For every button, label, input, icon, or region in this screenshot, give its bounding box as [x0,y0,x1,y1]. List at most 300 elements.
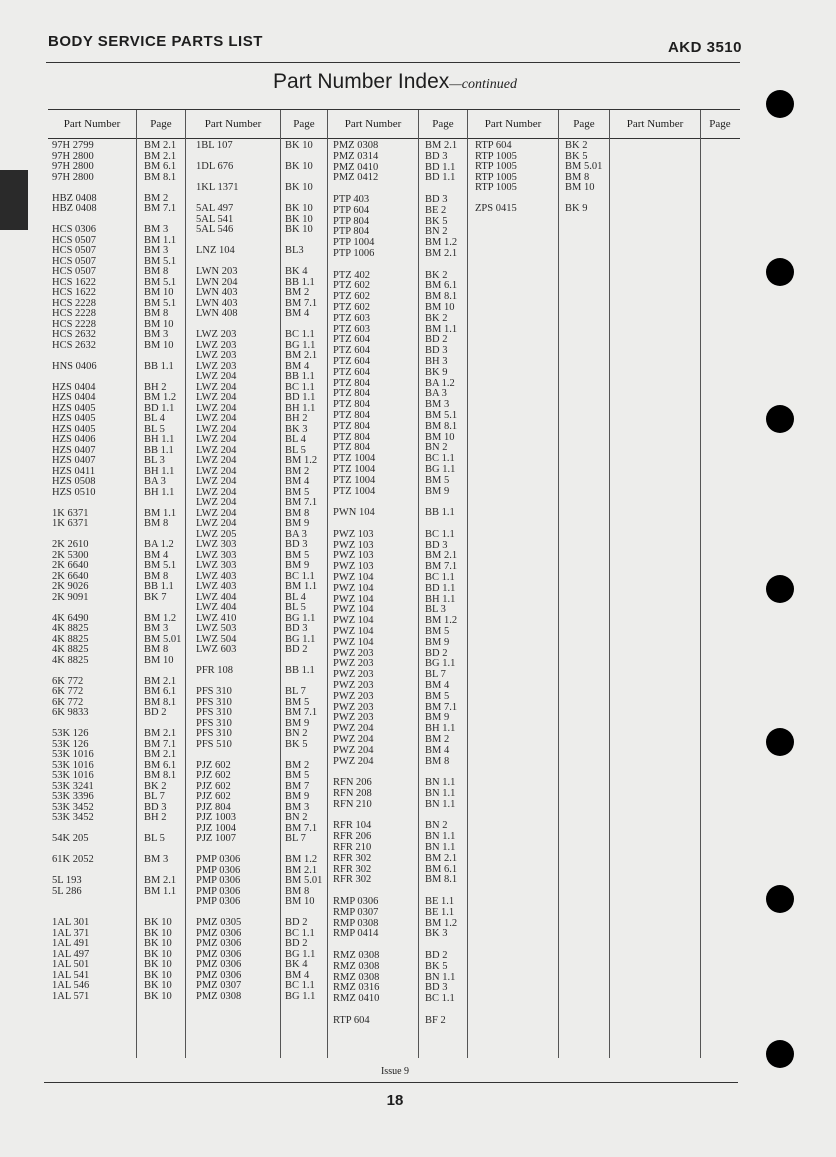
page-ref-cell: BK 10 [285,224,313,235]
part-number-cell: HCS 1622 [52,287,97,298]
part-number-cell: HZS 0405 [52,413,96,424]
page-ref-cell: BC 1.1 [285,980,315,991]
page-ref-cell: BM 10 [144,318,174,330]
page-ref-cell: BK 10 [285,140,313,151]
part-number-cell: PTP 804 [333,215,370,227]
part-number-cell: PMZ 0307 [196,980,242,991]
page-ref-cell: BK 5 [565,150,588,162]
part-number-cell: 5AL 541 [196,213,234,225]
page-edge-tab [0,170,28,230]
header-page-5: Page [709,118,731,130]
page-ref-cell: BM 5.1 [144,297,177,309]
part-number-cell: PWZ 203 [333,669,374,681]
column-divider [418,110,419,1058]
part-number-cell: 97H 2800 [52,171,94,183]
page-ref-cell: BM 9 [285,717,310,729]
part-number-cell: 53K 3452 [52,812,94,823]
part-number-cell: LWZ 204 [196,371,237,382]
part-number-cell: PWZ 204 [333,744,374,756]
part-number-cell: LWZ 204 [196,423,237,435]
page-ref-cell: BM 10 [425,302,455,313]
part-number-cell: PWZ 203 [333,712,374,724]
page-ref-cell: BL 5 [144,833,165,844]
page-ref-cell: BE 1.1 [425,906,455,918]
page-ref-cell: BM 2.1 [425,248,458,259]
page-ref-cell: BM 9 [285,791,310,802]
page-ref-cell: BN 1.1 [425,971,456,983]
page-ref-cell: BM 2 [425,734,450,745]
part-number-cell: RFR 210 [333,842,372,853]
part-number-cell: LWZ 203 [196,329,237,340]
page-ref-cell: BM 2.1 [425,550,458,562]
page-ref-cell: BL 7 [144,791,165,802]
page-ref-cell: BM 8.1 [425,291,458,303]
page-ref-cell: BL 4 [144,413,165,424]
part-number-cell: PTZ 604 [333,366,371,378]
part-number-cell: PWZ 204 [333,734,374,745]
page-ref-cell: BM 3 [144,854,169,865]
header-part-number-1: Part Number [63,118,121,130]
page-ref-cell: BH 1.1 [144,465,175,477]
page-ref-cell: BM 2.1 [144,150,177,162]
part-number-cell: 6K 772 [52,696,84,708]
part-number-cell: RFR 206 [333,831,372,843]
page-ref-cell: BM 5 [425,474,450,486]
part-number-cell: HNS 0406 [52,360,97,372]
page-ref-cell: BM 8.1 [144,770,177,781]
part-number-cell: PMZ 0308 [196,990,242,1002]
page-ref-cell: BM 10 [565,182,595,193]
part-number-cell: PTP 1006 [333,248,375,259]
part-number-cell: 53K 1016 [52,749,94,760]
page-ref-cell: BD 1.1 [144,402,175,414]
page-ref-cell: BK 10 [285,203,313,214]
page-ref-cell: BM 7.1 [285,822,318,834]
part-number-cell: PTZ 602 [333,280,371,292]
part-number-cell: RTP 1005 [475,150,517,162]
part-number-cell: PWZ 104 [333,582,374,594]
part-number-cell: PJZ 602 [196,770,231,781]
page-ref-cell: BD 3 [285,539,308,550]
part-number-cell: LWN 403 [196,287,238,298]
page-ref-cell: BD 2 [285,917,308,928]
document-title: BODY SERVICE PARTS LIST [48,33,263,50]
page-ref-cell: BM 4 [425,680,450,691]
part-number-cell: LWZ 603 [196,644,237,655]
part-number-cell: LWZ 204 [196,486,237,498]
part-number-cell: PMZ 0306 [196,969,242,981]
page-ref-cell: BM 8 [565,171,590,183]
part-number-cell: PWZ 203 [333,680,374,691]
page-ref-cell: BH 1.1 [144,486,175,498]
page-ref-cell: BM 7.1 [425,561,458,573]
page-ref-cell: BB 1.1 [425,507,455,519]
part-number-cell: PWZ 104 [333,636,374,648]
page-ref-cell: BM 5.01 [144,633,182,645]
part-number-cell: PWZ 104 [333,615,374,627]
page-ref-cell: BK 2 [144,780,167,792]
part-number-cell: RMP 0414 [333,928,379,940]
part-number-cell: 5L 193 [52,875,82,886]
page-ref-cell: BM 2.1 [144,728,177,739]
part-number-cell: PMP 0306 [196,896,241,907]
column-divider [700,110,701,1058]
part-number-cell: HZS 0508 [52,476,96,487]
part-number-cell: PWZ 203 [333,658,374,670]
part-number-cell: PMP 0306 [196,864,241,876]
header-part-number-2: Part Number [204,118,262,130]
page-ref-cell: BE 2 [425,204,447,216]
part-number-cell: PWZ 104 [333,604,374,616]
page-ref-cell: BD 1.1 [425,161,456,173]
part-number-cell: PTZ 1004 [333,464,376,475]
part-number-cell: RFN 206 [333,777,372,789]
page-ref-cell: BC 1.1 [425,528,455,540]
issue-number: Issue 9 [380,1066,410,1077]
part-number-cell: PMZ 0306 [196,959,242,970]
part-number-cell: PMZ 0308 [333,140,379,151]
page-ref-cell: BD 2 [425,950,448,961]
part-number-cell: PMZ 0314 [333,150,379,162]
part-number-cell: 53K 3396 [52,791,94,802]
part-number-cell: LWZ 303 [196,560,237,571]
page-ref-cell: BM 2 [285,465,310,477]
column-divider [185,110,186,1058]
page-ref-cell: BM 2 [144,192,169,204]
page-ref-cell: BH 1.1 [425,723,456,735]
part-number-cell: PJZ 602 [196,780,231,792]
index-heading-suffix: —continued [449,77,517,92]
part-number-cell: PTZ 604 [333,356,371,367]
part-number-cell: PFS 310 [196,707,232,718]
part-number-cell: RMP 0306 [333,896,379,907]
page-ref-cell: BK 10 [144,917,172,928]
page-ref-cell: BK 7 [144,591,167,603]
part-number-cell: LWZ 404 [196,602,237,613]
page-ref-cell: BH 1.1 [144,434,175,445]
part-number-cell: RMZ 0308 [333,960,380,972]
part-number-cell: PMZ 0306 [196,927,242,939]
page-ref-cell: BL 5 [285,602,306,613]
part-number-cell: PWZ 103 [333,528,374,540]
part-number-cell: HZS 0411 [52,465,96,477]
part-number-cell: PJZ 804 [196,801,231,813]
page-ref-cell: BK 2 [425,269,448,281]
page-ref-cell: BL 4 [285,591,306,603]
page-ref-cell: BM 1.2 [144,612,177,624]
part-number-cell: HCS 2632 [52,329,97,340]
part-number-cell: PJZ 1003 [196,812,236,823]
part-number-cell: 6K 772 [52,686,84,697]
document-code: AKD 3510 [667,39,742,56]
part-number-cell: LWN 204 [196,276,238,288]
page-ref-cell: BK 2 [425,312,448,324]
binder-hole [766,90,794,118]
binder-hole [766,258,794,286]
page-ref-cell: BC 1.1 [285,329,315,340]
page-ref-cell: BM 8.1 [425,874,458,886]
part-number-cell: PTP 604 [333,204,370,216]
page-ref-cell: BM 5 [285,696,310,708]
part-number-cell: HCS 1622 [52,276,97,288]
part-number-cell: PJZ 1007 [196,833,236,844]
part-number-cell: RTP 1005 [475,171,517,183]
page-ref-cell: BK 10 [144,959,172,970]
page-ref-cell: BK 4 [285,959,308,970]
part-number-cell: HBZ 0408 [52,192,97,204]
page-ref-cell: BK 5 [285,738,308,750]
part-number-cell: RFR 104 [333,820,372,832]
part-number-cell: 5AL 497 [196,203,234,214]
header-page-2: Page [293,118,315,130]
part-number-cell: PTZ 804 [333,420,371,432]
page-ref-cell: BK 5 [425,215,448,227]
part-number-cell: RMZ 0410 [333,993,380,1005]
part-number-cell: 1BL 107 [196,140,233,151]
part-number-cell: PTZ 1004 [333,485,376,497]
part-number-cell: LWN 203 [196,266,238,277]
page-ref-cell: BN 2 [425,226,448,238]
part-number-cell: RTP 1005 [475,182,517,193]
table-top-rule [48,109,740,110]
part-number-cell: PTZ 804 [333,377,371,389]
page-ref-cell: BF 2 [425,1014,446,1026]
page-ref-cell: BL 7 [285,686,306,697]
page-ref-cell: BM 5 [425,626,450,637]
part-number-cell: PMP 0306 [196,875,241,886]
part-number-cell: 6K 9833 [52,707,89,718]
page-ref-cell: BM 2.1 [144,875,177,886]
page-ref-cell: BM 5.1 [144,276,177,288]
page-ref-cell: BM 8 [425,755,450,767]
page-ref-cell: BM 1.2 [425,237,458,249]
table-header-rule [48,138,740,139]
page-ref-cell: BB 1.1 [285,276,315,288]
page-ref-cell: BC 1.1 [425,993,455,1005]
page-ref-cell: BM 2 [285,759,310,771]
part-number-cell: 53K 1016 [52,770,94,781]
part-number-cell: 2K 9026 [52,581,89,592]
part-number-cell: LWZ 504 [196,633,237,645]
part-number-cell: HZS 0407 [52,444,96,456]
page-ref-cell: BG 1.1 [285,633,316,645]
page-ref-cell: BB 1.1 [285,371,315,382]
page-ref-cell: BK 10 [144,990,172,1002]
page-ref-cell: BH 3 [425,356,448,367]
part-number-cell: 97H 2800 [52,150,94,162]
part-number-cell: RFR 302 [333,863,372,875]
page-ref-cell: BB 1.1 [285,665,315,676]
page-ref-cell: BM 5.1 [144,255,177,267]
part-number-cell: RTP 604 [333,1014,370,1026]
page-ref-cell: BH 2 [144,381,167,393]
part-number-cell: 5AL 546 [196,224,234,235]
page-ref-cell: BC 1.1 [285,927,315,939]
page-ref-cell: BM 2.1 [425,852,458,864]
page-ref-cell: BG 1.1 [285,612,316,624]
page-ref-cell: BD 3 [425,194,448,205]
part-number-cell: PTZ 804 [333,399,371,411]
page-ref-cell: BA 3 [425,388,447,400]
page-ref-cell: BM 6.1 [425,863,458,875]
binder-hole [766,1040,794,1068]
page-ref-cell: BN 1.1 [425,788,456,799]
header-part-number-3: Part Number [344,118,402,130]
part-number-cell: PTZ 602 [333,302,371,313]
part-number-cell: 4K 8825 [52,633,89,645]
page-ref-cell: BM 3 [144,224,169,235]
column-divider [280,110,281,1058]
part-number-cell: PTZ 1004 [333,474,376,486]
part-number-cell: PWZ 204 [333,755,374,767]
part-number-cell: RTP 1005 [475,161,517,172]
page-ref-cell: BC 1.1 [285,570,315,582]
page-ref-cell: BG 1.1 [285,990,316,1002]
part-number-cell: LWZ 204 [196,455,237,466]
page-ref-cell: BK 3 [425,928,448,940]
page-ref-cell: BM 5 [285,770,310,781]
page-ref-cell: BA 1.2 [425,377,455,389]
part-number-cell: 5L 286 [52,885,82,897]
part-number-cell: PTP 1004 [333,237,375,249]
page-ref-cell: BM 5 [285,486,310,498]
page-ref-cell: BM 1.2 [285,455,318,466]
part-number-cell: PWZ 203 [333,647,374,659]
part-number-cell: HZS 0510 [52,486,96,498]
part-number-cell: PJZ 602 [196,759,231,771]
page-ref-cell: BM 8 [285,885,310,897]
part-number-cell: PTZ 604 [333,334,371,346]
part-number-cell: 1AL 301 [52,917,90,928]
part-number-cell: 2K 6640 [52,570,89,582]
part-number-cell: PWZ 104 [333,593,374,605]
page-ref-cell: BM 1.1 [144,234,177,246]
part-number-cell: HCS 0507 [52,266,97,277]
page-ref-cell: BN 1.1 [425,831,456,843]
page-number: 18 [386,1092,404,1109]
column-divider [467,110,468,1058]
part-number-cell: LWZ 204 [196,392,237,403]
page-ref-cell: BN 2 [425,820,448,832]
page-ref-cell: BM 10 [144,339,174,351]
part-number-cell: LWZ 403 [196,581,237,592]
part-number-cell: PJZ 602 [196,791,231,802]
part-number-cell: 1AL 571 [52,990,90,1002]
part-number-cell: 4K 8825 [52,623,89,634]
part-number-cell: LWZ 204 [196,507,237,519]
part-number-cell: HCS 0306 [52,224,97,235]
part-number-cell: RMP 0308 [333,917,379,929]
page-ref-cell: BC 1.1 [285,381,315,393]
page-ref-cell: BB 1.1 [144,581,174,592]
part-number-cell: PTZ 604 [333,345,371,357]
part-number-cell: PFR 108 [196,665,234,676]
part-number-cell: LWZ 204 [196,476,237,487]
part-number-cell: PTZ 602 [333,291,371,303]
part-number-cell: PFS 310 [196,696,232,708]
part-number-cell: PTZ 804 [333,388,371,400]
part-number-cell: 97H 2800 [52,161,94,172]
part-number-cell: PTZ 1004 [333,453,376,465]
page-ref-cell: BM 1.2 [285,854,318,865]
part-number-cell: PTZ 804 [333,410,371,421]
page-ref-cell: BM 4 [285,476,310,487]
page-ref-cell: BK 9 [425,366,448,378]
index-heading-main: Part Number Index [273,70,450,93]
page-ref-cell: BM 2.1 [285,864,318,876]
page-ref-cell: BE 1.1 [425,896,455,907]
page-ref-cell: BM 6.1 [425,280,458,292]
part-number-cell: HCS 0507 [52,234,97,246]
page-ref-cell: BH 2 [144,812,167,823]
page-ref-cell: BM 9 [285,518,310,529]
binder-hole [766,405,794,433]
part-number-cell: HCS 2228 [52,318,97,330]
part-number-cell: RMZ 0316 [333,982,380,994]
part-number-cell: PWZ 103 [333,561,374,573]
page-ref-cell: BM 3 [144,329,169,340]
page-ref-cell: BD 3 [425,982,448,994]
part-number-cell: PFS 310 [196,728,232,739]
page-ref-cell: BM 1.2 [144,392,177,403]
page-ref-cell: BK 5 [425,960,448,972]
page-ref-cell: BD 2 [285,938,308,949]
part-number-cell: 1AL 497 [52,948,90,960]
column-divider [609,110,610,1058]
page-ref-cell: BH 1.1 [285,402,316,414]
page-ref-cell: BM 5.1 [144,560,177,571]
page-ref-cell: BA 3 [285,528,307,540]
page-ref-cell: BM 10 [425,431,455,443]
part-number-cell: HCS 0507 [52,245,97,256]
header-rule [46,62,740,63]
page-ref-cell: BM 9 [285,560,310,571]
page-ref-cell: BD 1.1 [425,172,456,184]
part-number-cell: 1AL 491 [52,938,90,949]
part-number-cell: 1AL 371 [52,927,90,939]
part-number-cell: PFS 510 [196,738,232,750]
page-ref-cell: BK 9 [565,203,588,214]
page-ref-cell: BM 2.1 [144,749,177,760]
page-ref-cell: BM 4 [285,969,310,981]
column-divider [327,110,328,1058]
part-number-cell: 1AL 546 [52,980,90,991]
part-number-cell: 2K 2610 [52,539,89,550]
page-ref-cell: BK 10 [144,948,172,960]
part-number-cell: LWZ 204 [196,518,237,529]
part-number-cell: PTP 804 [333,226,370,238]
part-number-cell: RFR 302 [333,852,372,864]
part-number-cell: 1K 6371 [52,518,89,529]
part-number-cell: HZS 0404 [52,381,96,393]
page-ref-cell: BM 2 [285,287,310,298]
page-ref-cell: BM 7.1 [285,297,318,309]
part-number-cell: HBZ 0408 [52,203,97,214]
part-number-cell: RFR 302 [333,874,372,886]
page-ref-cell: BM 4 [285,360,310,372]
page-ref-cell: BM 5.1 [425,410,458,421]
part-number-cell: LWN 403 [196,297,238,309]
page-ref-cell: BK 10 [285,161,313,172]
page-ref-cell: BM 5.01 [285,875,323,886]
page-ref-cell: BM 3 [144,623,169,634]
page-ref-cell: BM 6.1 [144,686,177,697]
part-number-cell: LWZ 204 [196,402,237,414]
part-number-cell: PTZ 804 [333,431,371,443]
part-number-cell: LWZ 404 [196,591,237,603]
part-number-cell: 53K 3241 [52,780,94,792]
part-number-cell: LWZ 204 [196,413,237,424]
